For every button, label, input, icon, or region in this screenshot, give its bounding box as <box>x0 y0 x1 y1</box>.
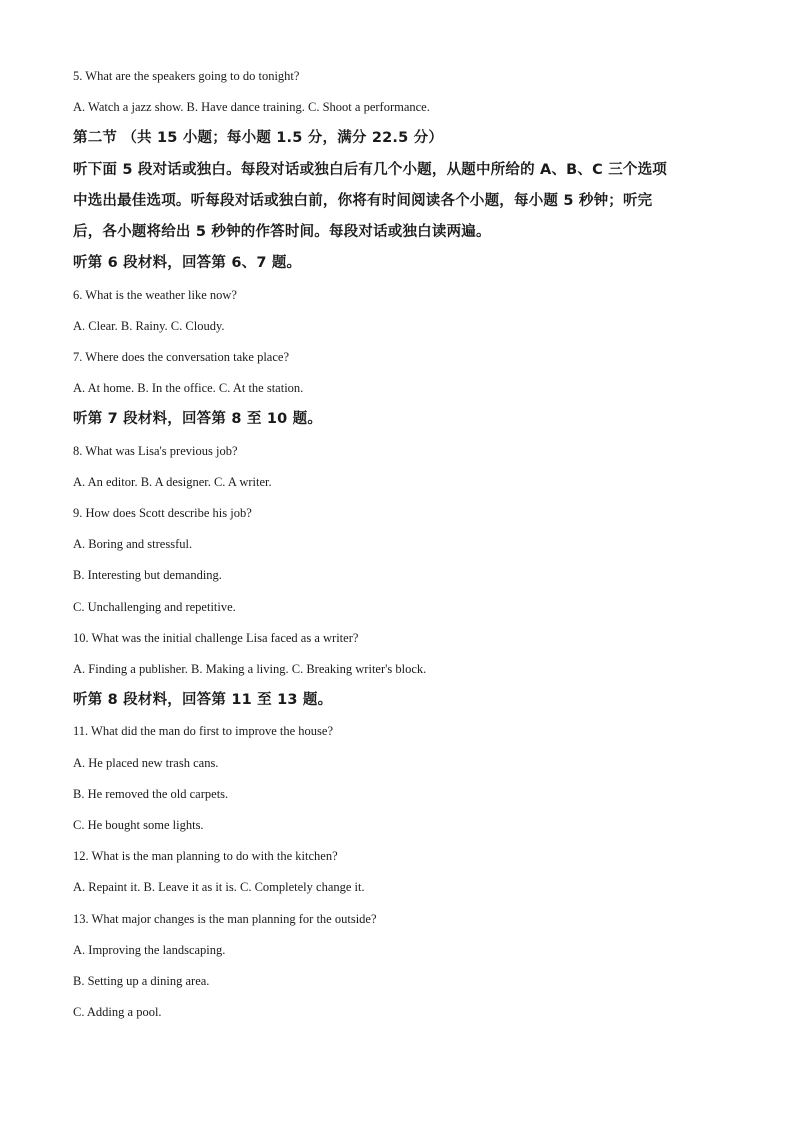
section-2-instructions-line-1: 听下面 5 段对话或独白。每段对话或独白后有几个小题，从题中所给的 A、B、C 三个选项 <box>73 162 667 178</box>
question-7-options: A. At home. B. In the office. C. At the station. <box>73 381 304 395</box>
material-6-heading: 听第 6 段材料，回答第 6、7 题。 <box>73 255 302 271</box>
question-11: 11. What did the man do first to improve the house? <box>73 724 334 738</box>
question-7: 7. Where does the conversation take place? <box>73 350 289 364</box>
question-6-options: A. Clear. B. Rainy. C. Cloudy. <box>73 319 225 333</box>
question-13-option-c: C. Adding a pool. <box>73 1005 162 1019</box>
section-2-instructions-line-3: 后，各小题将给出 5 秒钟的作答时间。每段对话或独白读两遍。 <box>73 224 491 240</box>
question-10: 10. What was the initial challenge Lisa faced as a writer? <box>73 631 359 645</box>
question-8-options: A. An editor. B. A designer. C. A writer. <box>73 475 272 489</box>
material-7-heading: 听第 7 段材料，回答第 8 至 10 题。 <box>73 411 323 427</box>
question-6: 6. What is the weather like now? <box>73 288 237 302</box>
question-9-option-b: B. Interesting but demanding. <box>73 568 222 582</box>
question-5: 5. What are the speakers going to do tonight? <box>73 69 300 83</box>
question-12-options: A. Repaint it. B. Leave it as it is. C. Completely change it. <box>73 880 365 894</box>
question-5-options: A. Watch a jazz show. B. Have dance training. C. Shoot a performance. <box>73 100 430 114</box>
question-11-option-a: A. He placed new trash cans. <box>73 756 219 770</box>
question-13: 13. What major changes is the man planning for the outside? <box>73 912 377 926</box>
question-12: 12. What is the man planning to do with the kitchen? <box>73 849 338 863</box>
question-9-option-a: A. Boring and stressful. <box>73 537 193 551</box>
question-9: 9. How does Scott describe his job? <box>73 506 252 520</box>
section-2-instructions-line-2: 中选出最佳选项。听每段对话或独白前，你将有时间阅读各个小题，每小题 5 秒钟；听完 <box>73 193 653 209</box>
question-9-option-c: C. Unchallenging and repetitive. <box>73 600 236 614</box>
material-8-heading: 听第 8 段材料，回答第 11 至 13 题。 <box>73 692 333 708</box>
question-13-option-a: A. Improving the landscaping. <box>73 943 226 957</box>
question-11-option-c: C. He bought some lights. <box>73 818 204 832</box>
question-10-options: A. Finding a publisher. B. Making a living. C. Breaking writer's block. <box>73 662 427 676</box>
question-11-option-b: B. He removed the old carpets. <box>73 787 229 801</box>
question-13-option-b: B. Setting up a dining area. <box>73 974 210 988</box>
section-2-title: 第二节 （共 15 小题；每小题 1.5 分，满分 22.5 分） <box>73 130 444 146</box>
question-8: 8. What was Lisa's previous job? <box>73 444 238 458</box>
